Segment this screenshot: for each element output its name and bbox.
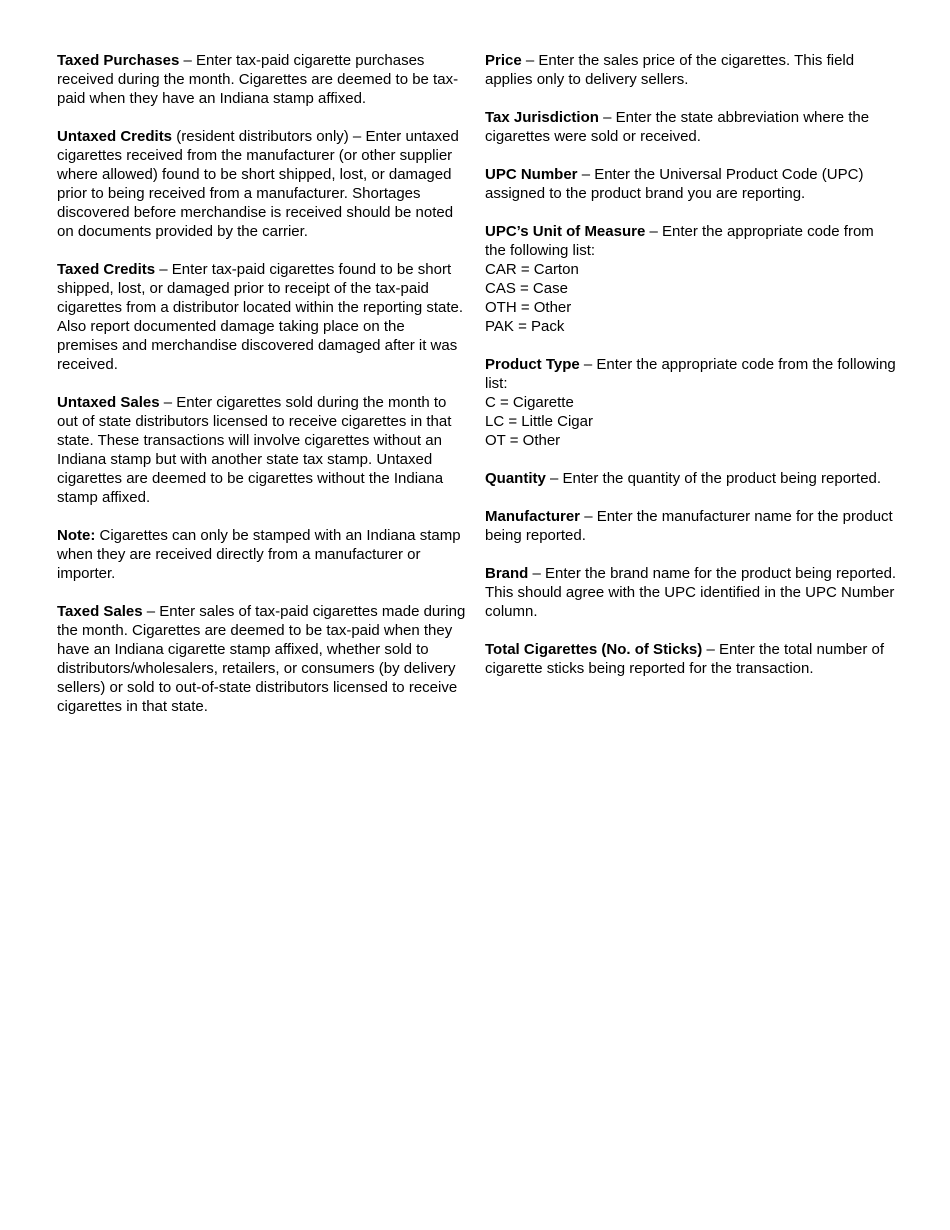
definition-product-type xyxy=(485,355,897,450)
definition-term: Brand xyxy=(485,565,529,582)
definition-upc-number xyxy=(485,165,897,203)
code-list-item: OTH = Other xyxy=(485,299,572,316)
definition-taxed-purchases xyxy=(57,51,469,108)
right-column xyxy=(485,51,897,1230)
definition-quantity xyxy=(485,469,897,488)
definition-term: Price xyxy=(485,52,522,69)
definition-tax-jurisdiction xyxy=(485,108,897,146)
definition-body: – Enter tax-paid cigarettes found to be short shipped, lost, or damaged prior to receipt of the tax-paid cigarettes from a distributor located within the reporting state. Also report documented damage taking place on the premises and merchandise discovered damaged after it was received. xyxy=(57,261,464,373)
definition-body: – Enter the total number of cigarette sticks being reported for the transaction. xyxy=(485,641,885,677)
note-body: Cigarettes can only be stamped with an Indiana stamp when they are received directly from a manufacturer or importer. xyxy=(57,527,461,582)
definition-term: UPC’s Unit of Measure xyxy=(485,223,646,240)
definition-body: – Enter the state abbreviation where the cigarettes were sold or received. xyxy=(485,109,870,145)
code-list-item: OT = Other xyxy=(485,432,561,449)
definition-body: – Enter the brand name for the product being reported. This should agree with the UPC identified in the UPC Number column. xyxy=(485,565,897,620)
definition-body: – Enter tax-paid cigarette purchases received during the month. Cigarettes are deemed to be tax-paid when they have an Indiana stamp affixed. xyxy=(57,52,459,107)
definition-term: Total Cigarettes (No. of Sticks) xyxy=(485,641,703,658)
definition-body: – Enter the appropriate code from the following list: xyxy=(485,356,896,392)
code-list-item: CAR = Carton xyxy=(485,261,579,278)
definition-term: Untaxed Sales xyxy=(57,394,160,411)
code-list-item: C = Cigarette xyxy=(485,394,574,411)
definition-term: UPC Number xyxy=(485,166,578,183)
note-paragraph xyxy=(57,526,469,583)
left-column xyxy=(57,51,469,1230)
definition-term: Taxed Purchases xyxy=(57,52,180,69)
definition-body: – Enter cigarettes sold during the month to out of state distributors licensed to receive cigarettes in that state. These transactions will involve cigarettes without an Indiana stamp but with another state tax stamp. Untaxed cigarettes are deemed to be cigarettes without the Indiana stamp affixed. xyxy=(57,394,452,506)
note-label: Note: xyxy=(57,527,96,544)
definition-brand xyxy=(485,564,897,621)
definition-body: – Enter sales of tax-paid cigarettes made during the month. Cigarettes are deemed to be tax-paid when they have an Indiana cigarette stamp affixed, whether sold to distributors/wholesalers, retailers, or consumers (by delivery sellers) or sold to out-of-state distributors licensed to receive cigarettes in that state. xyxy=(57,603,466,715)
definition-term: Taxed Sales xyxy=(57,603,143,620)
definition-term: Quantity xyxy=(485,470,546,487)
definition-taxed-sales xyxy=(57,602,469,716)
definition-taxed-credits xyxy=(57,260,469,374)
definition-total-cigarettes xyxy=(485,640,897,678)
code-list-item: CAS = Case xyxy=(485,280,568,297)
definition-body: – Enter the Universal Product Code (UPC) assigned to the product brand you are reporting. xyxy=(485,166,864,202)
definition-body: – Enter the manufacturer name for the product being reported. xyxy=(485,508,893,544)
definition-term: Tax Jurisdiction xyxy=(485,109,599,126)
definition-term: Manufacturer xyxy=(485,508,581,525)
definition-body: – Enter the quantity of the product being reported. xyxy=(550,470,882,487)
definition-term: Taxed Credits xyxy=(57,261,156,278)
definition-untaxed-sales xyxy=(57,393,469,507)
definition-untaxed-credits xyxy=(57,127,469,241)
definition-term: Product Type xyxy=(485,356,580,373)
definition-body: (resident distributors only) – Enter untaxed cigarettes received from the manufacturer (or other supplier where allowed) found to be short shipped, lost, or damaged prior to being received from a manufacturer. Shortages discovered before merchandise is received should be noted on documents provided by the carrier. xyxy=(57,128,459,240)
code-list-item: LC = Little Cigar xyxy=(485,413,593,430)
definition-term: Untaxed Credits xyxy=(57,128,173,145)
definition-body: – Enter the sales price of the cigarettes. This field applies only to delivery sellers. xyxy=(485,52,855,88)
definition-price xyxy=(485,51,897,89)
definition-upc-unit-of-measure xyxy=(485,222,897,336)
definition-manufacturer xyxy=(485,507,897,545)
definition-body: – Enter the appropriate code from the following list: xyxy=(485,223,874,259)
code-list-item: PAK = Pack xyxy=(485,318,565,335)
